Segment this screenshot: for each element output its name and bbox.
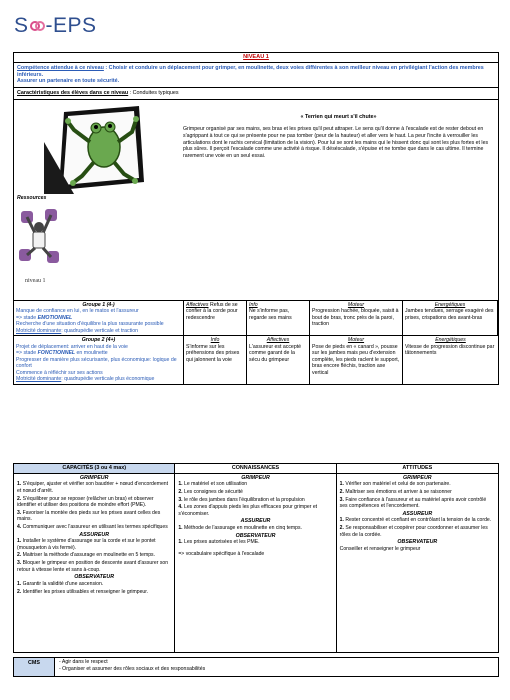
list-item: 1. Les prises autorisées et les PME. <box>178 539 260 546</box>
capacites-header: CAPACITÉS (3 ou 4 max) <box>14 464 174 474</box>
role-heading: OBSERVATEUR <box>397 539 438 546</box>
group2-stade: FONCTIONNEL <box>37 350 76 357</box>
list-item: 1. Méthode de l'assurage en moulinette en cinq temps. <box>178 525 302 532</box>
vocab-note: => vocabulaire spécifique à l'escalade <box>178 550 265 557</box>
attitudes-column <box>337 464 498 652</box>
group1-moteur: Moteur Progression hachée, bloquée, saisit à bout de bras, tronc près de la paroi, traction <box>310 301 403 336</box>
group2-moteur: Moteur Pose de pieds en « canard », pousse sur les jambes mais peu d'extension complète, les pieds raclent le support, bras encore fléchis, traction axe vertical <box>310 335 403 384</box>
climber-figure-image <box>17 203 63 277</box>
terrien-description: Grimpeur organisé par ses mains, ses bras et les prises qu'il peut attraper. Le sens qu'il donne à l'escalade est de rester debout en s'agrippant à tout ce qui se présente pour ne pas tomber (peur de la hauteur) et aller vers le haut. La peur l'incite à verrouiller les articulations dont le rachis cervical (limitation de la vision). Pour lui se sont les mains qui le hissent donc qui sont les plus fortes et les plus sûres. Il perçoit l'escalade comme une activité à risque. Il déséscalade, s'épuise et ne tombe que dans le cas ultime. Il termine rarement une voie en un seul essai. <box>183 125 489 160</box>
attitudes-header: ATTITUDES <box>337 464 498 474</box>
role-heading: OBSERVATEUR <box>235 532 276 539</box>
list-item: 1. Le matériel et son utilisation <box>178 481 248 488</box>
caracteristiques-text: : Conduites typiques <box>128 90 179 97</box>
role-heading: GRIMPEUR <box>79 474 109 481</box>
terrien-column <box>179 100 498 300</box>
caracteristiques-block <box>14 88 498 100</box>
role-heading: ASSUREUR <box>240 518 271 525</box>
list-item: 2. Les consignes de sécurité <box>178 488 243 495</box>
role-heading: ASSUREUR <box>79 531 110 538</box>
list-item: 1. Garantir la validité d'une ascension. <box>17 580 104 587</box>
niveau-title: NIVEAU 1 <box>14 53 498 63</box>
group2-title: Groupe 2 (4+) <box>81 337 116 344</box>
frog-climber-image <box>44 102 149 194</box>
list-item: 2. Identifier les prises utilisables et renseigner le grimpeur. <box>17 588 149 595</box>
ressources-label: Ressources <box>17 194 47 201</box>
group1-line: Manque de confiance en lui, en le matos et l'assureur <box>16 308 139 315</box>
list-item: 2. Maitriser la méthode d'assurage en moulinette en 5 temps. <box>17 552 156 559</box>
cms-items <box>55 658 209 676</box>
cms-label: CMS <box>14 658 55 676</box>
cms-item: - Organiser et assumer des rôles sociaux et des responsabilités <box>59 665 206 672</box>
list-item: 2. Maîtriser ses émotions et arriver à se raisonner <box>339 488 452 495</box>
resources-column <box>14 100 179 300</box>
group1-affectives: Affectives Refus de se confier à la corde pour redescendre <box>184 301 247 336</box>
group1-line: => stade EMOTIONNEL <box>16 314 73 321</box>
profile-block <box>14 100 498 301</box>
list-item: 4. Les zones d'appuis pieds les plus efficaces pour grimper et s'économiser. <box>178 504 318 517</box>
group1-description <box>14 301 184 336</box>
connaissances-header: CONNAISSANCES <box>175 464 335 474</box>
logo-rings-icon <box>30 21 45 31</box>
list-item: 1. Installer le système d'assurage sur la corde et sur le pontet (mousqueton à vis fermé). <box>17 538 156 551</box>
list-item: 3. Favoriser la montée des pieds sur les prises avant celles des mains. <box>17 509 161 523</box>
list-item: 1. Rester concentré et confiant en contrôlant la tension de la corde. <box>339 517 492 524</box>
role-heading: ASSUREUR <box>402 510 433 517</box>
group2-energetiques: Energétiques Vitesse de progression discontinue par tâtonnements <box>403 335 498 384</box>
competence-text: : Choisir et conduire un déplacement pour grimper, en moulinette, deux voies différentes à son meilleur niveau en privilégiant l'action des membres inférieurs. <box>17 64 484 78</box>
list-item: 1. Vérifier son matériel et celui de son partenaire. <box>339 481 451 488</box>
group1-stade: EMOTIONNEL <box>37 314 73 321</box>
logo-suffix: -EPS <box>45 13 97 37</box>
list-item: 2. S'équilibrer pour se reposer (relâcher un bras) et observer identifier et utiliser des positions de moindre effort (PME). <box>17 495 154 509</box>
group1-title: Groupe 1 (4-) <box>82 301 115 308</box>
role-heading: OBSERVATEUR <box>74 574 115 581</box>
cca-table <box>13 463 499 653</box>
group2-line: Progresser de manière plus sécurisante, plus économique: logique de confort <box>16 356 177 370</box>
group2-line: Commence à réfléchir sur ses actions <box>16 369 103 376</box>
role-heading: GRIMPEUR <box>241 474 270 481</box>
competence-line2: Assurer un partenaire en toute sécurité. <box>17 78 120 85</box>
group2-affectives: Affectives L'assureur est accepté comme garant de la sécu du grimpeur <box>247 335 310 384</box>
group2-info: Info S'informe sur les préhensions des prises qui jalonnent la voie <box>184 335 247 384</box>
list-item: 1. S'équiper, ajuster et vérifier son baudrier + nœud d'encordement et nœud d'arrêt. <box>17 481 169 494</box>
competence-block <box>14 63 498 88</box>
group2-motricite: Motricité dominante: quadrupédie verticale plus économique <box>16 376 155 383</box>
group1-motricite: Motricité dominante: quadrupédie verticale et traction <box>16 327 138 334</box>
group1-line: Recherche d'une situation d'équilibre la plus rassurante possible <box>16 321 164 328</box>
cms-item: - Agir dans le respect <box>59 659 108 665</box>
group1-energetiques: Energétiques Jambes tendues, serrage exagéré des prises, crispations des avant-bras <box>403 301 498 336</box>
logo-prefix: S <box>14 13 29 37</box>
list-item: 3. le rôle des jambes dans l'équilibration et la propulsion <box>178 496 305 503</box>
group2-description <box>14 335 184 384</box>
list-item: 2. Se responsabiliser et coopérer pour coordonner et assumer les rôles de la cordée. <box>339 525 488 538</box>
list-item: 4. Communiquer avec l'assureur en utilisant les termes spécifiques <box>17 524 168 531</box>
role-heading: GRIMPEUR <box>403 474 432 481</box>
niveau-caption: niveau 1 <box>25 277 46 284</box>
group2-line: => stade FONCTIONNEL en moulinette <box>16 350 108 357</box>
competence-label: Compétence attendue à ce niveau <box>17 64 104 71</box>
logo <box>14 12 97 40</box>
list-item: Conseiller et renseigner le grimpeur <box>339 545 421 552</box>
terrien-title: « Terrien qui meurt s'il chute» <box>300 113 377 120</box>
cms-block <box>13 657 499 677</box>
group2-line: Projet de déplacement: arriver en haut de la voie <box>16 343 128 350</box>
group1-info: Info Ne s'informe pas, regarde ses mains <box>247 301 310 336</box>
level-sheet <box>13 52 499 385</box>
caracteristiques-label: Caractéristiques des élèves dans ce niveau <box>17 90 129 97</box>
list-item: 3. Faire confiance à l'assureur et au matériel après avoir contrôlé ses compétences et l'encordement. <box>339 496 487 510</box>
connaissances-column <box>175 464 336 652</box>
groups-table <box>14 301 498 384</box>
list-item: 3. Bloquer le grimpeur en position de descente avant d'assurer son retour à vitesse lente et sans à-coup. <box>17 560 169 573</box>
capacites-column <box>14 464 175 652</box>
